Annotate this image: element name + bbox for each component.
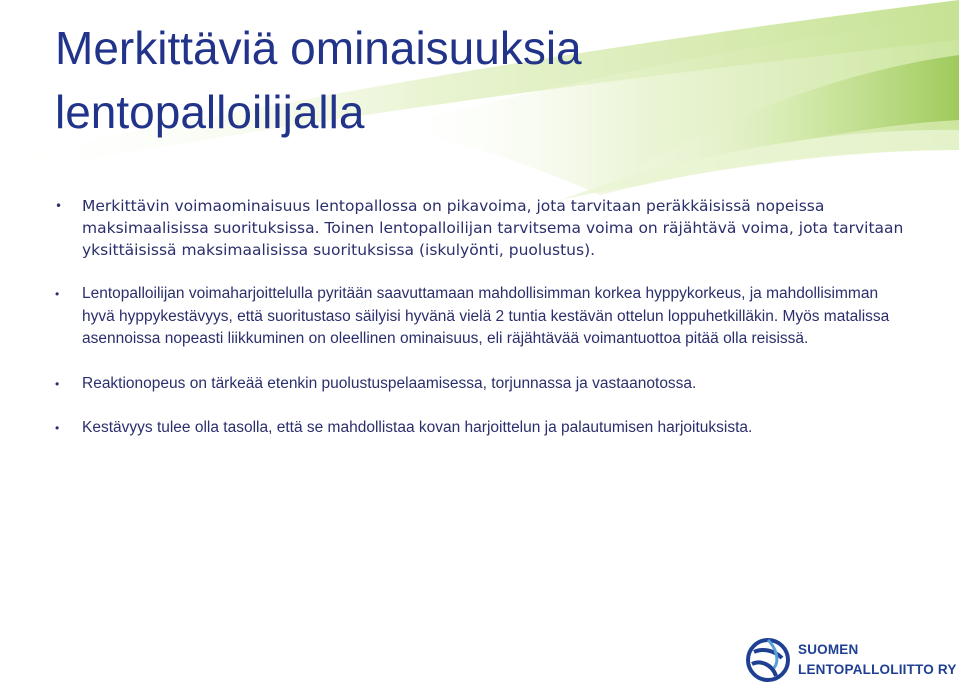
slide-title	[55, 16, 915, 144]
list-item	[55, 195, 905, 261]
logo-line-2: LENTOPALLOLIITTO RY	[798, 662, 957, 677]
logo-text	[798, 640, 957, 680]
bullet-list	[55, 195, 905, 439]
logo-line-1: SUOMEN	[798, 642, 859, 657]
bullet-text: Kestävyys tulee olla tasolla, että se mahdollistaa kovan harjoittelun ja palautumisen harjoituksista.	[82, 418, 753, 436]
bullet-icon: •	[55, 287, 60, 301]
title-line-2: lentopalloilijalla	[55, 86, 365, 138]
list-item	[55, 417, 905, 439]
bullet-icon: •	[55, 376, 60, 391]
title-line-1: Merkittäviä ominaisuuksia	[55, 22, 582, 74]
bullet-text: Reaktionopeus on tärkeää etenkin puolustuspelaamisessa, torjunnassa ja vastaanotossa.	[82, 374, 697, 392]
federation-logo	[746, 638, 957, 682]
bullet-icon: •	[55, 420, 60, 435]
bullet-icon: •	[55, 199, 63, 213]
bullet-text: Merkittävin voimaominaisuus lentopallossa on pikavoima, jota tarvitaan peräkkäisissä nopeissa maksimaalisissa suorituksissa. Toinen lentopalloilijan tarvitsema voima on räjähtävä voima, jota tarvitaan yksittäisissä maksimaalisissa suorituksissa (iskulyönti, puolustus).	[82, 197, 904, 259]
list-item	[55, 373, 905, 395]
bullet-text: Lentopalloilijan voimaharjoittelulla pyritään saavuttamaan mahdollisimman korkea hyppykorkeus, ja mahdollisimman hyvä hyppykestävyys, että suoritustaso säilyisi hyvänä vielä 2 tuntia kestävän ottelun loppuhetkilläkin. Myös matalissa asennoissa nopeasti liikkuminen on oleellinen ominaisuus, eli räjähtävää voimantuottoa pitää olla reisissä.	[82, 285, 890, 347]
list-item	[55, 283, 905, 351]
volleyball-logo-icon	[746, 638, 790, 682]
